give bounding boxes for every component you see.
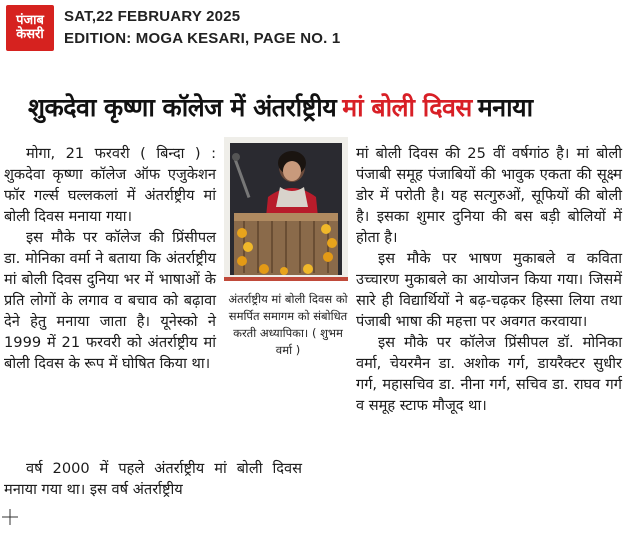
paragraph-anniversary: मां बोली दिवस की 25 वीं वर्षगांठ है। मां बोली पंजाबी समूह पंजाबियों की भावुक एकता की सूक्ष्म डोर में परोती है। यह सत्गुरुओं, सूफियों की बोली है। इसका शुमार दुनिया की बस बड़ी बोलियों में होता है। — [356, 145, 622, 246]
crop-mark-icon — [2, 509, 18, 525]
logo-text-bottom: केसरी — [16, 27, 44, 42]
photo-caption: अंतर्राष्ट्रीय मां बोली दिवस को समर्पित समागम को संबोधित करती अध्यापिका। ( शुभम वर्मा ) — [228, 292, 348, 357]
headline-highlight: मां बोली दिवस — [342, 93, 472, 122]
paragraph-principal-statement: इस मौके पर कॉलेज की प्रिंसीपल डा. मोनिका वर्मा ने बताया कि अंतर्राष्ट्रीय मां बोली दिवस दुनिया भर में भाषाओं के प्रति लोगों के लगाव व बचाव को बढ़ावा देने हेतु मनाया जाता है। यूनेस्को ने 1999 में 21 फरवरी को अंतर्राष्ट्रीय मां बोली दिवस के रूप में घोषित किया था। — [4, 229, 216, 372]
article-column-left-bottom — [4, 458, 302, 500]
paragraph-dateline: मोगा, 21 फरवरी ( बिन्दा ) : शुकदेवा कृष्णा कॉलेज ऑफ एजुकेशन फॉर गर्ल्स घल्लकलां में अंतर्राष्ट्रीय मां बोली दिवस मनाया गया। — [4, 145, 216, 225]
speaker-photo-illustration — [224, 137, 348, 281]
edition-date: SAT,22 FEBRUARY 2025 — [64, 8, 241, 25]
article-column-right — [356, 143, 622, 416]
paragraph-competitions: इस मौके पर भाषण मुकाबले व कविता उच्चारण मुकाबले का आयोजन किया गया। जिसमें सारे ही विद्यार्थियों ने बढ़-चढ़कर हिस्सा लिया तथा पंजाबी भाषा की महत्ता पर अवगत करवाया। — [356, 250, 622, 330]
paragraph-history: वर्ष 2000 में पहले अंतर्राष्ट्रीय मां बोली दिवस मनाया गया था। इस वर्ष अंतर्राष्ट्रीय — [4, 460, 302, 498]
article-column-left — [4, 143, 216, 374]
article-photo — [224, 137, 348, 281]
headline-part-2: मनाया — [477, 93, 533, 122]
punjab-kesari-logo — [6, 5, 54, 51]
logo-text-top: पंजाब — [16, 13, 44, 29]
headline-part-1: शुकदेवा कृष्णा कॉलेज में अंतर्राष्ट्रीय — [28, 93, 337, 122]
edition-info: EDITION: MOGA KESARI, PAGE NO. 1 — [64, 30, 341, 47]
article-headline — [28, 86, 618, 128]
paragraph-attendees: इस मौके पर कॉलेज प्रिंसीपल डॉ. मोनिका वर्मा, चेयरमैन डा. अशोक गर्ग, डायरैक्टर सुधीर गर्ग, महासचिव डा. नीना गर्ग, सचिव डा. राघव गर्ग व समूह स्टाफ मौजूद था। — [356, 334, 622, 414]
